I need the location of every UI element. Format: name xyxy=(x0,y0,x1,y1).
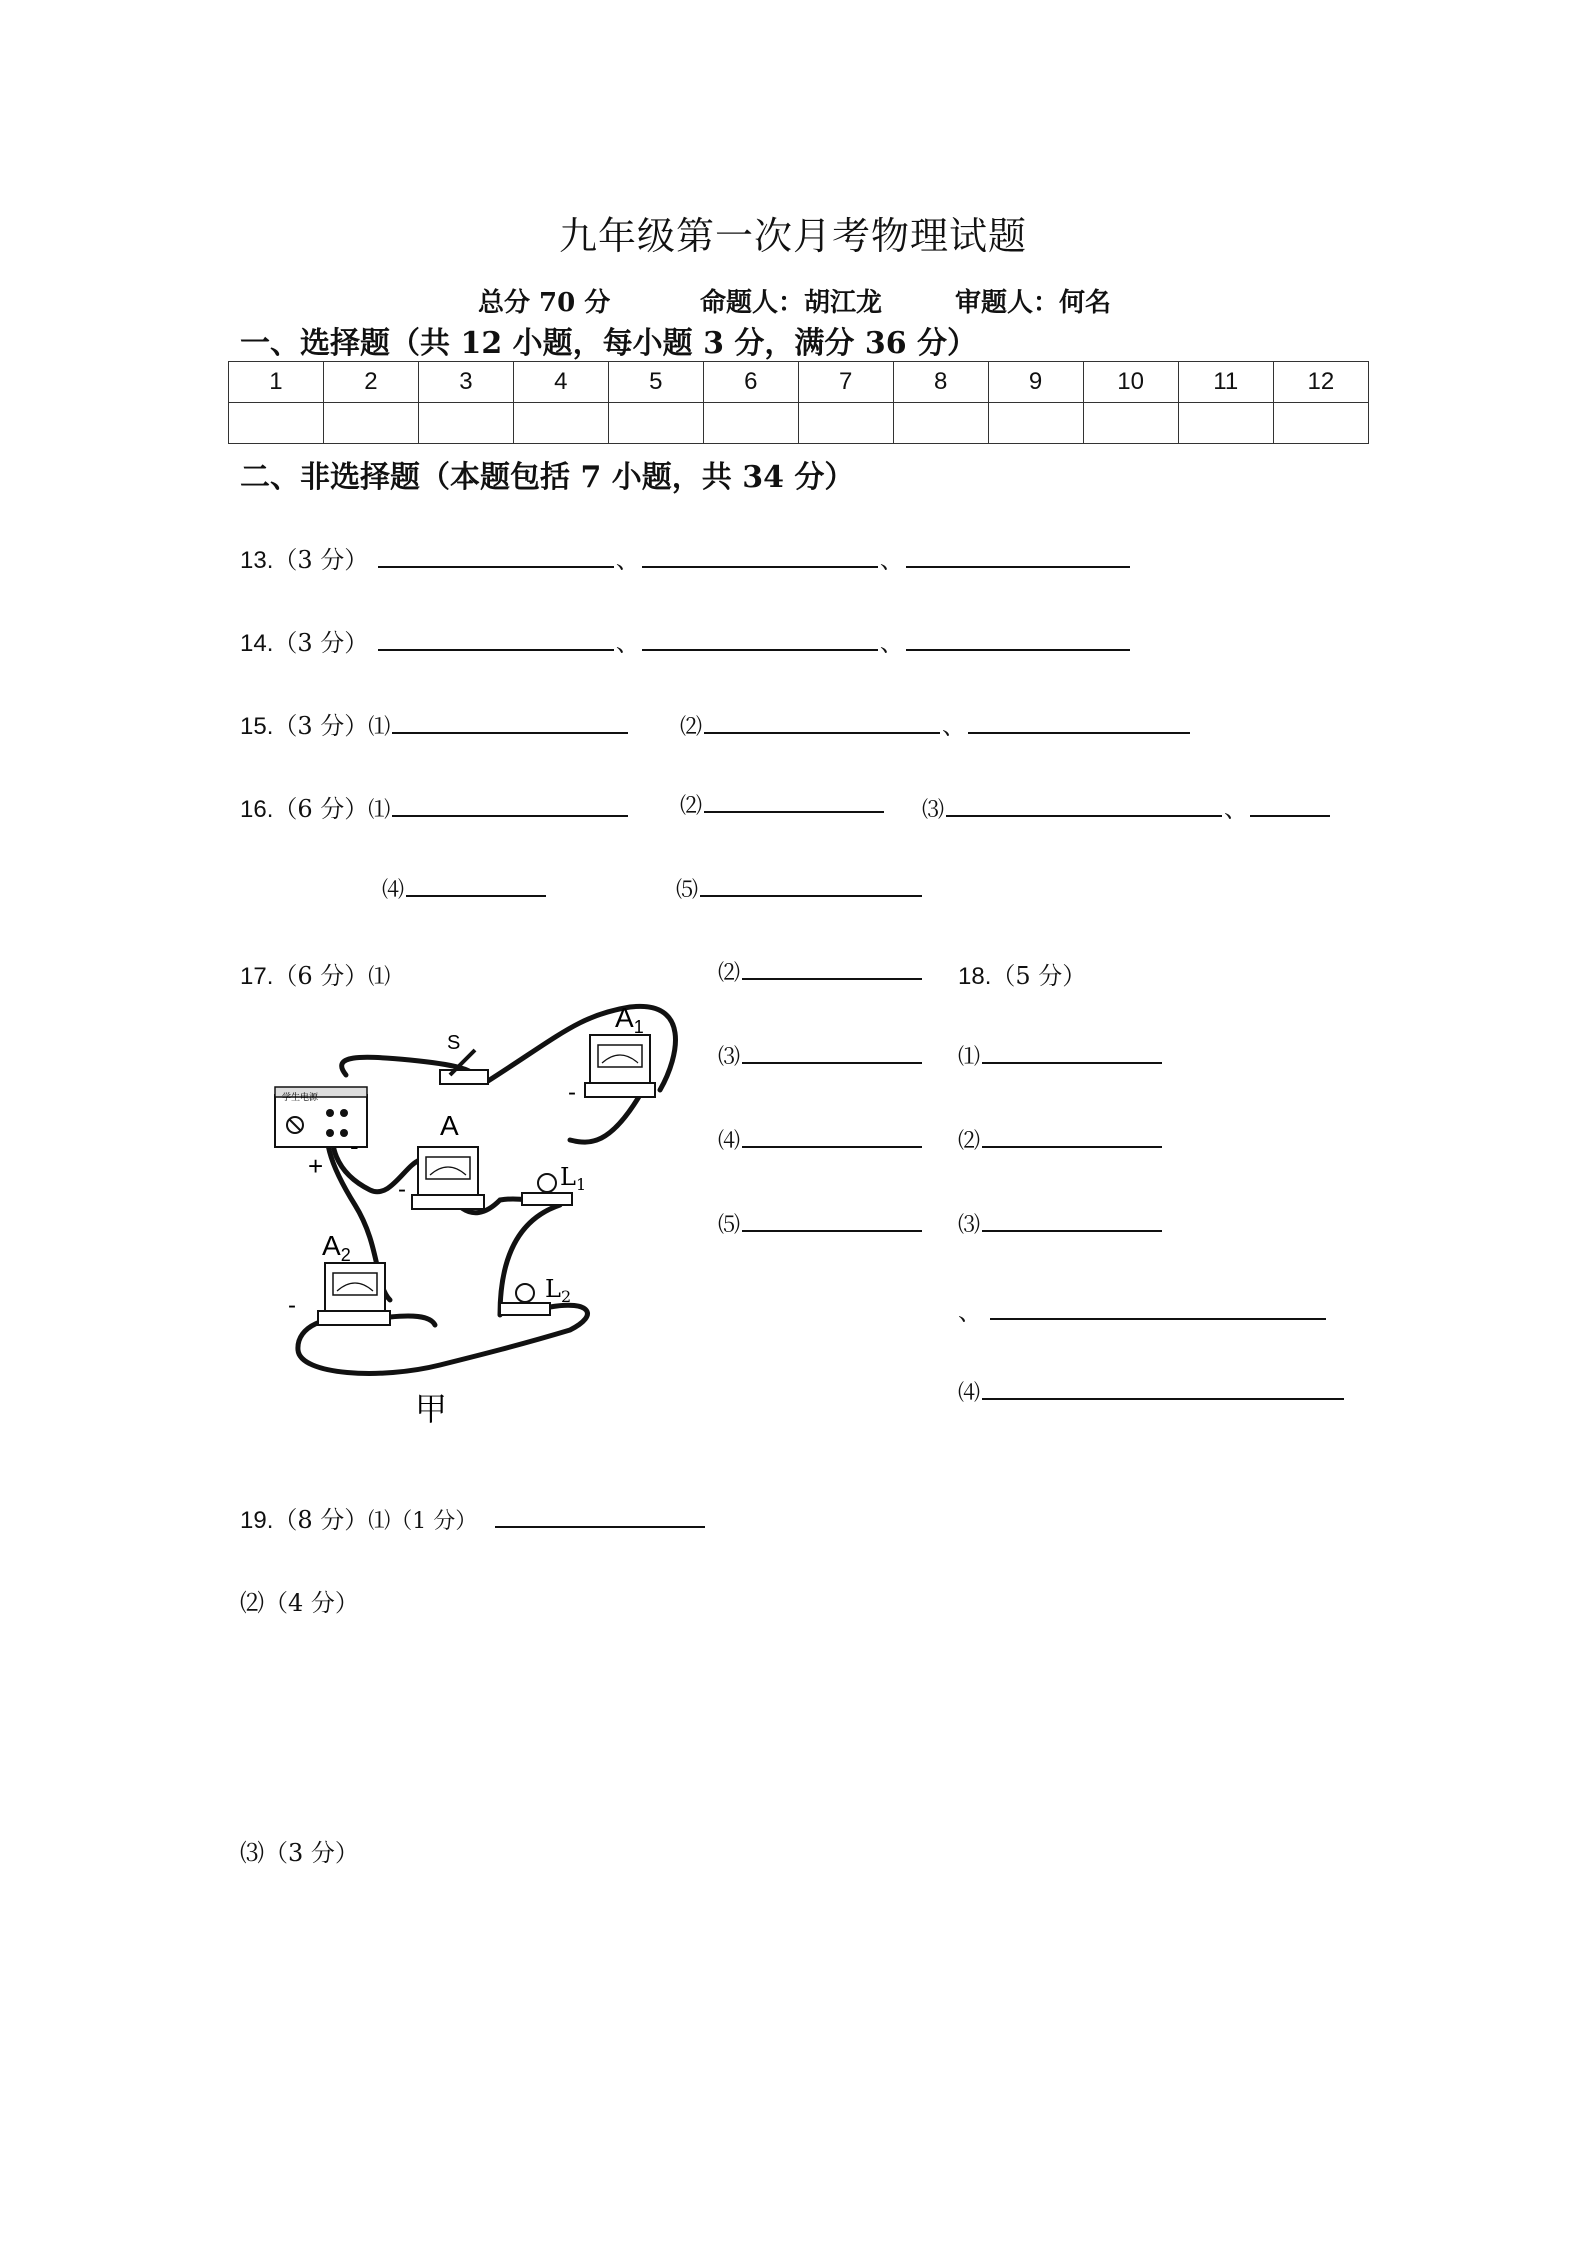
q13-separator: 、 xyxy=(615,546,640,574)
q18-part-3-row xyxy=(958,1208,1164,1239)
q18-part-4-row xyxy=(958,1376,1346,1407)
question-14 xyxy=(240,623,1132,658)
section-2-heading: 二、非选择题（本题包括 7 小题，共 34 分） xyxy=(240,460,855,495)
page-title: 九年级第一次月考物理试题 xyxy=(558,214,1027,258)
q16-blank-6[interactable] xyxy=(700,873,922,897)
answer-cell[interactable] xyxy=(703,403,798,444)
reviewer: 审题人：何名 xyxy=(955,288,1112,318)
answer-cell[interactable] xyxy=(988,403,1083,444)
q14-number: 14. xyxy=(240,630,274,657)
answer-col-6: 6 xyxy=(703,362,798,403)
q16-blank-3[interactable] xyxy=(946,793,1222,817)
a1-label: $A_1$ xyxy=(615,1002,644,1037)
q18-part-2-row xyxy=(958,1124,1164,1155)
q14-blank-2[interactable] xyxy=(642,627,878,651)
q14-separator: 、 xyxy=(615,629,640,657)
answer-cell[interactable] xyxy=(798,403,893,444)
q16-part-3: ⑶ xyxy=(922,798,945,823)
supply-label: 学生电源 xyxy=(282,1093,319,1103)
q18-blank-2[interactable] xyxy=(982,1124,1162,1148)
q16-score: （6 分） xyxy=(273,795,369,823)
q18-score: （5 分） xyxy=(991,962,1087,990)
answer-col-11: 11 xyxy=(1178,362,1273,403)
author: 命题人：胡江龙 xyxy=(700,288,883,318)
answer-cell[interactable] xyxy=(323,403,418,444)
answer-col-4: 4 xyxy=(513,362,608,403)
question-19 xyxy=(240,1500,707,1535)
a2-label: $A_2$ xyxy=(322,1230,351,1265)
q17-part-5-row xyxy=(718,1208,924,1239)
q16-number: 16. xyxy=(240,796,274,823)
q19-number: 19. xyxy=(240,1507,274,1534)
q15-number: 15. xyxy=(240,713,274,740)
minus-sign-a2: - xyxy=(288,1292,296,1319)
q16-blank-2[interactable] xyxy=(704,789,884,813)
answer-table-header xyxy=(229,362,1369,403)
q14-score: （3 分） xyxy=(273,629,369,657)
q16-part-1: ⑴ xyxy=(368,798,391,823)
q13-score: （3 分） xyxy=(273,546,369,574)
q13-number: 13. xyxy=(240,547,274,574)
answer-cell[interactable] xyxy=(893,403,988,444)
q17-blank-5[interactable] xyxy=(742,1208,922,1232)
total-score: 总分 70 分 xyxy=(478,288,611,318)
plus-sign: + xyxy=(308,1151,324,1181)
q18-part-1: ⑴ xyxy=(958,1045,981,1070)
answer-col-10: 10 xyxy=(1083,362,1178,403)
q16-part-5: ⑸ xyxy=(676,878,699,903)
minus-sign-a1: - xyxy=(568,1079,576,1106)
q13-blank-2[interactable] xyxy=(642,544,878,568)
l2-label: $L_2$ xyxy=(545,1275,572,1306)
answer-cell[interactable] xyxy=(1178,403,1273,444)
ammeter-a1 xyxy=(585,1035,655,1097)
q17-part-5: ⑸ xyxy=(718,1213,741,1238)
q15-blank-1[interactable] xyxy=(392,710,628,734)
q17-part-2-row xyxy=(718,956,924,987)
q15-part-2: ⑵ xyxy=(680,715,703,740)
answer-cell[interactable] xyxy=(513,403,608,444)
q16-blank-5[interactable] xyxy=(406,873,546,897)
section-1-heading: 一、选择题（共 12 小题，每小题 3 分，满分 36 分） xyxy=(240,326,978,361)
minus-sign-supply: - xyxy=(350,1131,359,1161)
q13-blank-1[interactable] xyxy=(378,544,614,568)
answer-table-row xyxy=(229,403,1369,444)
answer-col-2: 2 xyxy=(323,362,418,403)
q17-part-4: ⑷ xyxy=(718,1129,741,1154)
q18-part-1-row xyxy=(958,1040,1164,1071)
q17-part-1: ⑴ xyxy=(368,965,391,990)
question-16-part-2 xyxy=(680,789,886,820)
q18-number: 18. xyxy=(958,963,992,990)
circuit-diagram xyxy=(260,995,700,1435)
q14-blank-3[interactable] xyxy=(906,627,1130,651)
q14-blank-1[interactable] xyxy=(378,627,614,651)
answer-col-5: 5 xyxy=(608,362,703,403)
ammeter-a2 xyxy=(318,1263,390,1325)
question-15 xyxy=(240,706,630,741)
q19-part-1: ⑴（1 分） xyxy=(368,1509,478,1534)
q17-part-4-row xyxy=(718,1124,924,1155)
answer-col-8: 8 xyxy=(893,362,988,403)
question-16-part-4 xyxy=(382,873,548,904)
q13-blank-3[interactable] xyxy=(906,544,1130,568)
answer-cell[interactable] xyxy=(1273,403,1368,444)
q18-part-2: ⑵ xyxy=(958,1129,981,1154)
q17-number: 17. xyxy=(240,963,274,990)
q18-blank-4[interactable] xyxy=(990,1296,1326,1320)
q13-separator: 、 xyxy=(879,546,904,574)
a-label: A xyxy=(440,1110,459,1141)
q16-blank-4[interactable] xyxy=(1250,793,1330,817)
answer-cell[interactable] xyxy=(418,403,513,444)
q15-part-1: ⑴ xyxy=(368,715,391,740)
ammeter-a xyxy=(412,1147,484,1209)
q15-blank-2[interactable] xyxy=(704,710,940,734)
q17-blank-4[interactable] xyxy=(742,1124,922,1148)
switch-label: S xyxy=(447,1032,461,1054)
q17-part-3: ⑶ xyxy=(718,1045,741,1070)
q18-blank-3[interactable] xyxy=(982,1208,1162,1232)
answer-cell[interactable] xyxy=(1083,403,1178,444)
q14-separator: 、 xyxy=(879,629,904,657)
figure-caption: 甲 xyxy=(415,1390,448,1428)
answer-col-9: 9 xyxy=(988,362,1083,403)
q17-blank-3[interactable] xyxy=(742,1040,922,1064)
q17-score: （6 分） xyxy=(273,962,369,990)
answer-cell[interactable] xyxy=(229,403,324,444)
question-17 xyxy=(240,956,390,991)
question-16 xyxy=(240,789,630,824)
q15-blank-3[interactable] xyxy=(968,710,1190,734)
q15-separator: 、 xyxy=(942,712,967,740)
answer-col-12: 12 xyxy=(1273,362,1368,403)
answer-col-1: 1 xyxy=(229,362,324,403)
wire-a2-loop xyxy=(390,1316,435,1325)
q17-blank-2[interactable] xyxy=(742,956,922,980)
q16-blank-1[interactable] xyxy=(392,793,628,817)
q16-part-2: ⑵ xyxy=(680,794,703,819)
q18-part-3: ⑶ xyxy=(958,1213,981,1238)
question-16-part-5 xyxy=(676,873,924,904)
q19-part-2: ⑵（4 分） xyxy=(240,1589,359,1617)
q18-part-3b-row xyxy=(958,1292,1328,1327)
q18-blank-1[interactable] xyxy=(982,1040,1162,1064)
q19-score: （8 分） xyxy=(273,1506,369,1534)
question-18 xyxy=(958,956,1086,991)
question-16-part-3 xyxy=(922,789,1332,824)
q17-part-2: ⑵ xyxy=(718,961,741,986)
l1-label: $L_1$ xyxy=(560,1163,587,1194)
q15-score: （3 分） xyxy=(273,712,369,740)
q18-separator: 、 xyxy=(958,1298,982,1326)
q17-part-3-row xyxy=(718,1040,924,1071)
q16-part-4: ⑷ xyxy=(382,878,405,903)
q16-separator: 、 xyxy=(1224,795,1249,823)
answer-col-7: 7 xyxy=(798,362,893,403)
wire-a1-lamp1 xyxy=(570,1095,640,1142)
answer-table xyxy=(228,361,1369,444)
question-15-part-2 xyxy=(680,706,1192,741)
lamp-l2 xyxy=(500,1284,550,1315)
answer-cell[interactable] xyxy=(608,403,703,444)
question-13 xyxy=(240,540,1132,575)
q19-part-3: ⑶（3 分） xyxy=(240,1839,359,1867)
minus-sign-a: - xyxy=(398,1176,406,1203)
q18-blank-5[interactable] xyxy=(982,1376,1344,1400)
answer-col-3: 3 xyxy=(418,362,513,403)
q19-blank-1[interactable] xyxy=(495,1504,705,1528)
q18-part-4: ⑷ xyxy=(958,1381,981,1406)
